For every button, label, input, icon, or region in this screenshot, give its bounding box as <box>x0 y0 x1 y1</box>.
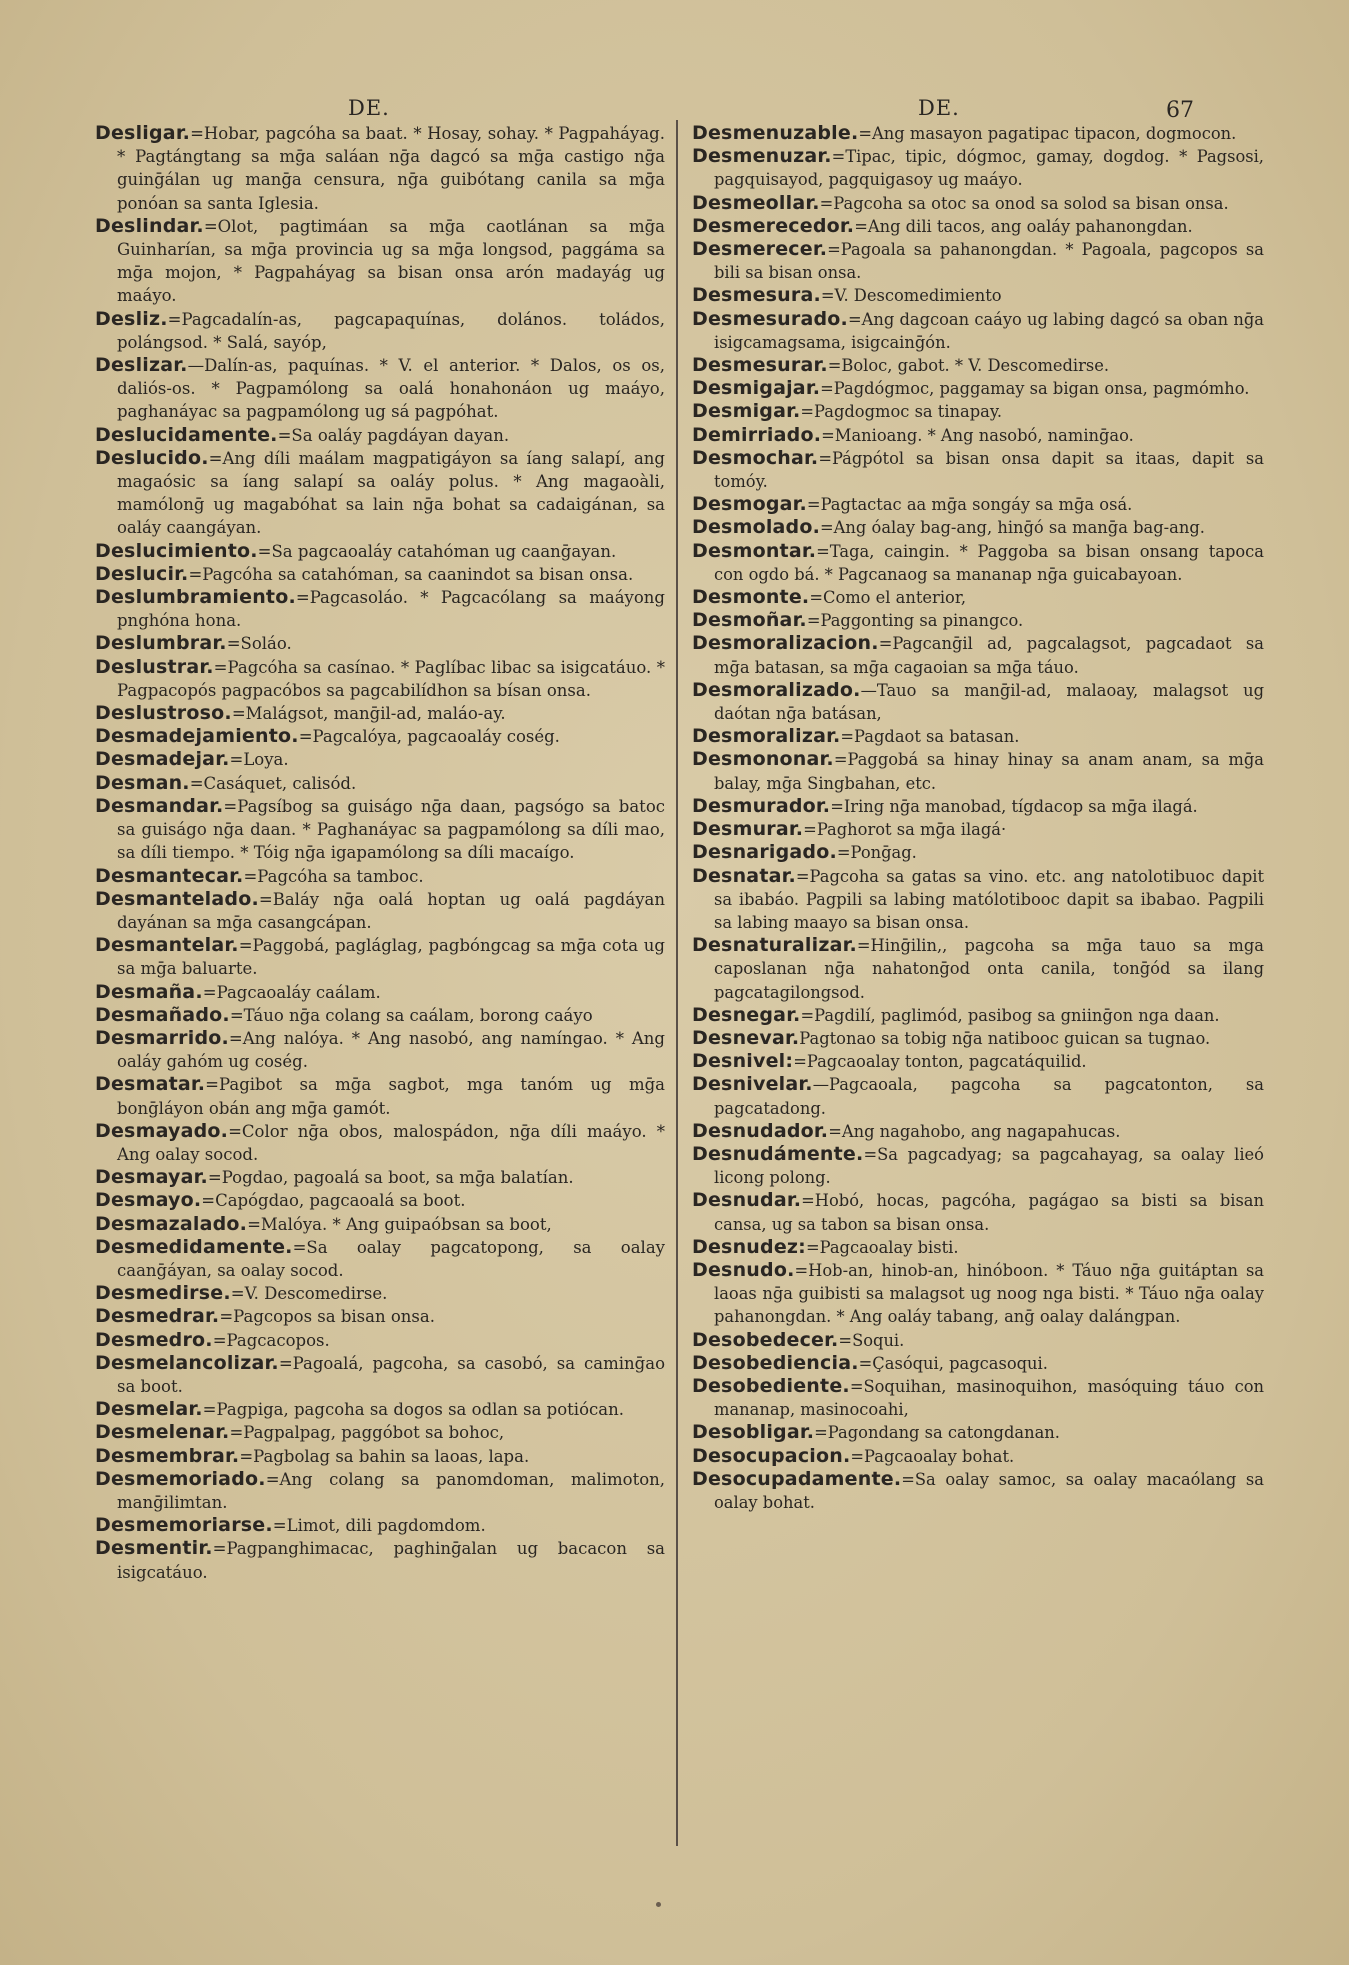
entry-definition: =Baláy nḡa oalá hoptan ug oalá pagdáyan dayánan sa mḡa casangcápan. <box>117 889 665 932</box>
dictionary-entry <box>692 1375 1264 1421</box>
entry-definition: =Pagcóha sa catahóman, sa caanindot sa bisan onsa. <box>188 564 634 584</box>
entry-headword: Desnevar. <box>692 1026 800 1049</box>
entry-definition: =Pagcasoláo. * Pagcacólang sa maáyong pnghóna hona. <box>117 588 665 631</box>
entry-definition: =Tipac, tipic, dógmoc, gamay, dogdog. * Pagsosi, pagquisayod, pagquigasoy ug maáyo. <box>714 147 1264 190</box>
entry-definition: =Iring nḡa manobad, tígdacop sa mḡa ilagá. <box>830 796 1198 816</box>
entry-definition: =Malágsot, manḡil-ad, maláo-ay. <box>231 704 506 724</box>
entry-headword: Desmayado. <box>95 1119 229 1142</box>
entry-headword: Desmigar. <box>692 400 801 423</box>
entry-definition: =Hobó, hocas, pagcóha, pagágao sa bisti sa bisan cansa, ug sa tabon sa bisan onsa. <box>714 1191 1264 1234</box>
entry-headword: Desnaturalizar. <box>692 934 857 957</box>
entry-definition: =Ang nagahobo, ang nagapahucas. <box>828 1121 1121 1141</box>
dictionary-entry <box>95 725 665 748</box>
entry-headword: Desmelar. <box>95 1398 203 1421</box>
dictionary-entry <box>95 1398 665 1421</box>
entry-definition: =Pagcaoalay tonton, pagcatáquilid. <box>793 1052 1087 1072</box>
entry-headword: Desmayo. <box>95 1189 202 1212</box>
entry-headword: Desobediente. <box>692 1374 850 1397</box>
entry-definition: =V. Descomedimiento <box>820 286 1002 306</box>
entry-definition: =Pagcaoalay bohat. <box>850 1446 1015 1466</box>
entry-headword: Desnivel: <box>692 1050 794 1073</box>
running-head-right: DE. <box>918 96 960 120</box>
entry-definition: =Pogdao, pagoalá sa boot, sa mḡa balatían. <box>207 1168 574 1188</box>
entry-headword: Desmemoriado. <box>95 1467 266 1490</box>
entry-definition: =Pagibot sa mḡa sagbot, mga tanóm ug mḡa bonḡláyon obán ang mḡa gamót. <box>117 1075 665 1118</box>
entry-definition: =Paghorot sa mḡa ilagá· <box>803 820 1007 840</box>
entry-headword: Desmedirse. <box>95 1282 231 1305</box>
entry-headword: Desnudar. <box>692 1189 802 1212</box>
entry-definition: =Pagcóha sa tamboc. <box>243 866 424 886</box>
dictionary-entry <box>692 1352 1264 1375</box>
entry-definition: Pagtonao sa tobig nḡa natibooc guican sa tugnao. <box>799 1028 1211 1048</box>
entry-headword: Desnatar. <box>692 864 796 887</box>
entry-headword: Desnudámente. <box>692 1142 864 1165</box>
dictionary-entry <box>692 865 1264 935</box>
entry-headword: Desmantelado. <box>95 887 259 910</box>
entry-headword: Desmesura. <box>692 284 821 307</box>
dictionary-entry <box>95 1004 665 1027</box>
dictionary-entry <box>692 1120 1264 1143</box>
dictionary-entry <box>95 1236 665 1282</box>
entry-definition: =Paggobá, pagláglag, pagbóngcag sa mḡa cota ug sa mḡa baluarte. <box>117 936 665 979</box>
ink-speck <box>656 1902 661 1907</box>
dictionary-entry <box>692 1073 1264 1119</box>
dictionary-entry <box>692 1445 1264 1468</box>
entry-definition: =Ang colang sa panomdoman, malimoton, manḡilimtan. <box>117 1469 665 1512</box>
entry-definition: =Pagcoha sa otoc sa onod sa solod sa bisan onsa. <box>819 193 1229 213</box>
dictionary-entry <box>95 354 665 424</box>
entry-definition: =Pagpalpag, paggóbot sa bohoc, <box>229 1423 505 1443</box>
entry-definition: =Olot, pagtimáan sa mḡa caotlánan sa mḡa Guinharían, sa mḡa provincia ug sa mḡa longsod, paggáma sa mḡa mojon, * Pagpaháyag sa bisan onsa arón madayág ug maáyo. <box>117 216 665 306</box>
dictionary-entry <box>692 122 1264 145</box>
column-divider <box>676 120 678 1846</box>
entry-definition: =Pagsíbog sa guiságo nḡa daan, pagsógo sa batoc sa guiságo nḡa daan. * Paghanáyac sa pagpamólong sa díli mao, sa díli tiempo. * Tóig nḡa igapamólong sa díli macaígo. <box>117 796 665 863</box>
entry-definition: =Pagpanghimacac, paghinḡalan ug bacacon sa isigcatáuo. <box>117 1539 665 1582</box>
entry-definition: =Malóya. * Ang guipaóbsan sa boot, <box>247 1214 552 1234</box>
entry-headword: Desmoralizar. <box>692 725 841 748</box>
dictionary-entry <box>95 702 665 725</box>
entry-headword: Desmayar. <box>95 1166 208 1189</box>
dictionary-entry <box>95 934 665 980</box>
dictionary-entry <box>692 632 1264 678</box>
entry-definition: =Soláo. <box>226 634 292 654</box>
entry-definition: =Pagcaoalay bisti. <box>805 1237 959 1257</box>
entry-headword: Desmoñar. <box>692 609 807 632</box>
dictionary-entry <box>95 981 665 1004</box>
entry-headword: Desmatar. <box>95 1073 206 1096</box>
entry-definition: =Taga, caingin. * Paggoba sa bisan onsang tapoca con ogdo bá. * Pagcanaog sa mananap nḡa guicabayoan. <box>714 541 1264 584</box>
dictionary-entry <box>692 609 1264 632</box>
dictionary-entry <box>95 656 665 702</box>
dictionary-entry <box>95 748 665 771</box>
entry-headword: Desmononar. <box>692 748 834 771</box>
entry-headword: Desnudo. <box>692 1258 795 1281</box>
entry-definition: =Pagdilí, paglimód, pasibog sa gniinḡon nga daan. <box>800 1005 1220 1025</box>
entry-definition: =Pagtactac aa mḡa songáy sa mḡa osá. <box>806 495 1133 515</box>
dictionary-entry <box>95 1514 665 1537</box>
entry-definition: =Pagbolag sa bahin sa laoas, lapa. <box>239 1446 530 1466</box>
entry-definition: =Capógdao, pagcaoalá sa boot. <box>201 1191 466 1211</box>
dictionary-entry <box>692 447 1264 493</box>
entry-definition: =Manioang. * Ang nasobó, naminḡao. <box>821 425 1134 445</box>
dictionary-entry <box>692 540 1264 586</box>
entry-headword: Desobligar. <box>692 1421 815 1444</box>
entry-definition: —Dalín-as, paquínas. * V. el anterior. * Dalos, os os, daliós-os. * Pagpamólong sa oalá honahonáon ug maáyo, paghanáyac sa pagpamólong ug sá pagpóhat. <box>117 356 665 422</box>
entry-definition: =Pagcanḡil ad, pagcalagsot, pagcadaot sa mḡa batasan, sa mḡa cagaoian sa mḡa táuo. <box>714 634 1264 677</box>
dictionary-entry <box>692 679 1264 725</box>
entry-headword: Desmañado. <box>95 1003 230 1026</box>
entry-definition: =Limot, dili pagdomdom. <box>272 1516 486 1536</box>
entry-definition: =Sa pagcadyag; sa pagcahayag, sa oalay lieó licong polong. <box>714 1144 1264 1188</box>
dictionary-entry <box>692 1468 1264 1514</box>
entry-headword: Desmembrar. <box>95 1444 240 1467</box>
entry-definition: =Hinḡilin,, pagcoha sa mḡa tauo sa mga caposlanan nḡa nahatonḡod onta canila, tonḡód sa ilang pagcatagilongsod. <box>714 936 1264 1002</box>
dictionary-entry <box>692 818 1264 841</box>
running-head-left: DE. <box>348 96 390 120</box>
entry-definition: =Pagoala sa pahanongdan. * Pagoala, pagcopos sa bili sa bisan onsa. <box>714 240 1264 283</box>
entry-headword: Desmonte. <box>692 586 810 609</box>
entry-definition: =Paggonting sa pinangco. <box>806 611 1024 631</box>
dictionary-entry <box>692 377 1264 400</box>
entry-headword: Desmantelar. <box>95 934 239 957</box>
dictionary-entry <box>95 1166 665 1189</box>
entry-headword: Desmerecer. <box>692 238 828 261</box>
entry-headword: Deslucir. <box>95 562 189 585</box>
dictionary-entry <box>95 865 665 888</box>
entry-definition: =Ang nalóya. * Ang nasobó, ang namíngao. * Ang oaláy gahóm ug coség. <box>117 1028 665 1072</box>
entry-headword: Desmemoriarse. <box>95 1514 273 1537</box>
entry-definition: =Sa oalay samoc, sa oalay macaólang sa oalay bohat. <box>714 1469 1264 1512</box>
entry-headword: Desmadejamiento. <box>95 725 299 748</box>
dictionary-entry <box>95 1027 665 1073</box>
entry-definition: =Loya. <box>229 750 289 770</box>
dictionary-entry <box>692 1259 1264 1329</box>
entry-headword: Desnudez: <box>692 1235 806 1258</box>
dictionary-entry <box>95 1305 665 1328</box>
dictionary-entry <box>95 563 665 586</box>
entry-definition: =Pagcadalín-as, pagcapaquínas, dolános. toládos, polángsod. * Salá, sayóp, <box>117 309 665 352</box>
entry-headword: Desocupacion. <box>692 1444 851 1467</box>
dictionary-entry <box>692 516 1264 539</box>
entry-definition: =Soquihan, masinoquihon, masóquing táuo con mananap, masinocoahi, <box>714 1376 1264 1420</box>
entry-headword: Desmurador. <box>692 794 831 817</box>
entry-headword: Deslumbrar. <box>95 632 227 655</box>
dictionary-entry <box>692 1421 1264 1444</box>
entry-headword: Desmesurado. <box>692 307 848 330</box>
entry-headword: Desliz. <box>95 307 168 330</box>
entry-definition: =Pagcacopos. <box>212 1330 330 1350</box>
entry-headword: Desmelenar. <box>95 1421 230 1444</box>
entry-headword: Deslindar. <box>95 214 204 237</box>
dictionary-entry <box>692 493 1264 516</box>
dictionary-entry <box>95 1421 665 1444</box>
entry-headword: Desnudador. <box>692 1119 829 1142</box>
entry-definition: =Ang dagcoan caáyo ug labing dagcó sa oban nḡa isigcamagsama, isigcainḡón. <box>714 309 1264 352</box>
entry-headword: Desmaña. <box>95 980 203 1003</box>
entry-definition: =Ang díli maálam magpatigáyon sa íang salapí, ang magaósic sa íang salapí sa oaláy polus. * Ang magaoàli, mamólonḡ ug magabóhat sa lain nḡa bohat sa cadaigánan, sa oaláy caangáyan. <box>117 448 665 538</box>
entry-headword: Desmandar. <box>95 794 224 817</box>
dictionary-entry <box>95 1468 665 1514</box>
entry-headword: Demirriado. <box>692 423 822 446</box>
entry-definition: =Sa pagcaoaláy catahóman ug caanḡayan. <box>257 541 617 561</box>
dictionary-entry <box>95 1329 665 1352</box>
dictionary-entry <box>692 400 1264 423</box>
dictionary-entry <box>95 795 665 865</box>
entry-definition: =Pagcopos sa bisan onsa. <box>219 1307 435 1327</box>
entry-definition: —Tauo sa manḡil-ad, malaoay, malagsot ug daótan nḡa batásan, <box>714 680 1264 724</box>
dictionary-entry <box>692 145 1264 191</box>
dictionary-entry <box>692 1004 1264 1027</box>
dictionary-entry <box>692 354 1264 377</box>
dictionary-entry <box>95 1445 665 1468</box>
dictionary-entry <box>692 308 1264 354</box>
dictionary-entry <box>95 215 665 308</box>
entry-headword: Desmantecar. <box>95 864 244 887</box>
entry-headword: Desmentir. <box>95 1537 213 1560</box>
entry-headword: Desmelancolizar. <box>95 1351 279 1374</box>
entry-definition: =Ponḡag. <box>836 843 917 863</box>
dictionary-entry <box>95 888 665 934</box>
entry-definition: =Pagoalá, pagcoha, sa casobó, sa caminḡao sa boot. <box>117 1353 665 1396</box>
entry-definition: =Págpótol sa bisan onsa dapit sa itaas, dapit sa tomóy. <box>714 448 1264 492</box>
entry-definition: =Boloc, gabot. * V. Descomedirse. <box>827 356 1110 376</box>
entry-definition: =Color nḡa obos, malospádon, nḡa díli maáyo. * Ang oalay socod. <box>117 1121 665 1164</box>
entry-definition: =Ang masayon pagatipac tipacon, dogmocon. <box>858 124 1237 143</box>
dictionary-entry <box>692 841 1264 864</box>
entry-headword: Desmolado. <box>692 516 821 539</box>
entry-definition: =Pagdógmoc, paggamay sa bigan onsa, pagmómho. <box>820 379 1250 399</box>
entry-headword: Desmeollar. <box>692 191 820 214</box>
entry-definition: =Pagpiga, pagcoha sa dogos sa odlan sa potiócan. <box>202 1400 624 1420</box>
entry-definition: =Como el anterior, <box>809 588 967 608</box>
dictionary-entry <box>692 1236 1264 1259</box>
entry-headword: Desmesurar. <box>692 354 828 377</box>
dictionary-entry <box>95 1213 665 1236</box>
dictionary-entry <box>95 1352 665 1398</box>
entry-headword: Desmogar. <box>692 493 807 516</box>
entry-headword: Desnegar. <box>692 1003 801 1026</box>
entry-definition: =Sa oaláy pagdáyan dayan. <box>277 425 510 445</box>
dictionary-entry <box>692 1143 1264 1189</box>
entry-definition: =Pagondang sa catongdanan. <box>814 1423 1060 1443</box>
dictionary-entry <box>692 725 1264 748</box>
dictionary-entry <box>692 284 1264 307</box>
entry-headword: Desmadejar. <box>95 748 230 771</box>
entry-headword: Deslucimiento. <box>95 539 258 562</box>
entry-definition: =Pagcalóya, pagcaoaláy coség. <box>298 727 560 747</box>
entry-headword: Desmazalado. <box>95 1212 248 1235</box>
entry-definition: =Táuo nḡa colang sa caálam, borong caáyo <box>229 1005 593 1025</box>
entry-definition: =Ang dili tacos, ang oaláy pahanongdan. <box>854 216 1193 236</box>
entry-headword: Desmedro. <box>95 1328 213 1351</box>
dictionary-entry <box>95 586 665 632</box>
dictionary-entry <box>692 1329 1264 1352</box>
dictionary-entry <box>692 795 1264 818</box>
dictionary-entry <box>95 308 665 354</box>
right-column <box>692 122 1264 1514</box>
entry-definition: =Pagcaoaláy caálam. <box>202 982 381 1002</box>
entry-headword: Deslumbramiento. <box>95 586 296 609</box>
entry-headword: Desmarrido. <box>95 1026 229 1049</box>
entry-headword: Deslucido. <box>95 446 209 469</box>
dictionary-entry <box>95 1537 665 1583</box>
dictionary-entry <box>692 215 1264 238</box>
dictionary-entry <box>95 632 665 655</box>
entry-headword: Desnarigado. <box>692 841 837 864</box>
dictionary-entry <box>95 1282 665 1305</box>
dictionary-entry <box>692 1027 1264 1050</box>
entry-headword: Desmedrar. <box>95 1305 220 1328</box>
dictionary-entry <box>692 424 1264 447</box>
dictionary-entry <box>692 238 1264 284</box>
dictionary-entry <box>95 540 665 563</box>
dictionary-entry <box>95 424 665 447</box>
entry-definition: —Pagcaoala, pagcoha sa pagcatonton, sa pagcatadong. <box>714 1075 1264 1118</box>
entry-definition: =Çasóqui, pagcasoqui. <box>858 1353 1048 1373</box>
entry-definition: =Soqui. <box>838 1330 905 1350</box>
entry-definition: =V. Descomedirse. <box>230 1284 388 1304</box>
dictionary-entry <box>95 122 665 215</box>
entry-definition: =Ang óalay bag-ang, hinḡó sa manḡa bag-ang. <box>820 518 1205 538</box>
left-column <box>95 122 665 1584</box>
dictionary-entry <box>95 1120 665 1166</box>
dictionary-entry <box>95 772 665 795</box>
page-number: 67 <box>1166 98 1194 123</box>
entry-headword: Deslizar. <box>95 354 188 377</box>
entry-headword: Desmenuzable. <box>692 122 859 144</box>
entry-headword: Desligar. <box>95 122 191 144</box>
entry-headword: Desobedecer. <box>692 1328 839 1351</box>
entry-definition: =Hobar, pagcóha sa baat. * Hosay, sohay. * Pagpaháyag. * Pagtángtang sa mḡa saláan nḡa dagcó sa mḡa castigo nḡa guinḡálan ug manḡa censura, nḡa guibótang canila sa mḡa ponóan sa santa Iglesia. <box>117 124 665 213</box>
entry-definition: =Pagdaot sa batasan. <box>840 727 1020 747</box>
dictionary-entry <box>692 934 1264 1004</box>
entry-headword: Desmigajar. <box>692 377 821 400</box>
entry-headword: Deslucidamente. <box>95 423 278 446</box>
entry-headword: Desman. <box>95 771 190 794</box>
entry-headword: Deslustrar. <box>95 655 214 678</box>
entry-definition: =Pagdogmoc sa tinapay. <box>800 402 1003 422</box>
entry-headword: Desmenuzar. <box>692 145 832 168</box>
entry-definition: =Pagcóha sa casínao. * Paglíbac libac sa isigcatáuo. * Pagpacopós pagpacóbos sa pagcabilídhon sa bísan onsa. <box>117 657 665 700</box>
entry-headword: Desmedidamente. <box>95 1235 293 1258</box>
entry-headword: Desmoralizado. <box>692 678 861 701</box>
entry-definition: =Pagcoha sa gatas sa vino. etc. ang natolotibuoc dapit sa ibabáo. Pagpili sa labing matólotibooc dapit sa ibabao. Pagpili sa labing maayo sa bisan onsa. <box>714 866 1264 932</box>
dictionary-entry <box>95 447 665 540</box>
dictionary-entry <box>692 1189 1264 1235</box>
dictionary-entry <box>95 1189 665 1212</box>
entry-headword: Desocupadamente. <box>692 1467 902 1490</box>
dictionary-entry <box>692 586 1264 609</box>
entry-definition: =Paggobá sa hinay hinay sa anam anam, sa mḡa balay, mḡa Singbahan, etc. <box>714 750 1264 793</box>
entry-definition: =Casáquet, calisód. <box>189 773 357 793</box>
entry-headword: Deslustroso. <box>95 702 232 725</box>
entry-definition: =Sa oalay pagcatopong, sa oalay caanḡáyan, sa oalay socod. <box>117 1237 665 1280</box>
dictionary-entry <box>692 192 1264 215</box>
entry-headword: Desmontar. <box>692 539 817 562</box>
entry-headword: Desmochar. <box>692 446 819 469</box>
entry-headword: Desmerecedor. <box>692 214 855 237</box>
entry-headword: Desmurar. <box>692 818 804 841</box>
entry-headword: Desnivelar. <box>692 1073 813 1096</box>
entry-headword: Desobediencia. <box>692 1351 859 1374</box>
dictionary-entry <box>692 748 1264 794</box>
dictionary-entry <box>95 1073 665 1119</box>
entry-headword: Desmoralizacion. <box>692 632 879 655</box>
entry-definition: =Hob-an, hinob-an, hinóboon. * Táuo nḡa guitáptan sa laoas nḡa guibisti sa malagsot ug noog nga bisti. * Táuo nḡa oalay pahanongdan. * Ang oaláy tabang, anḡ oalay dalángpan. <box>714 1260 1264 1327</box>
dictionary-entry <box>692 1050 1264 1073</box>
